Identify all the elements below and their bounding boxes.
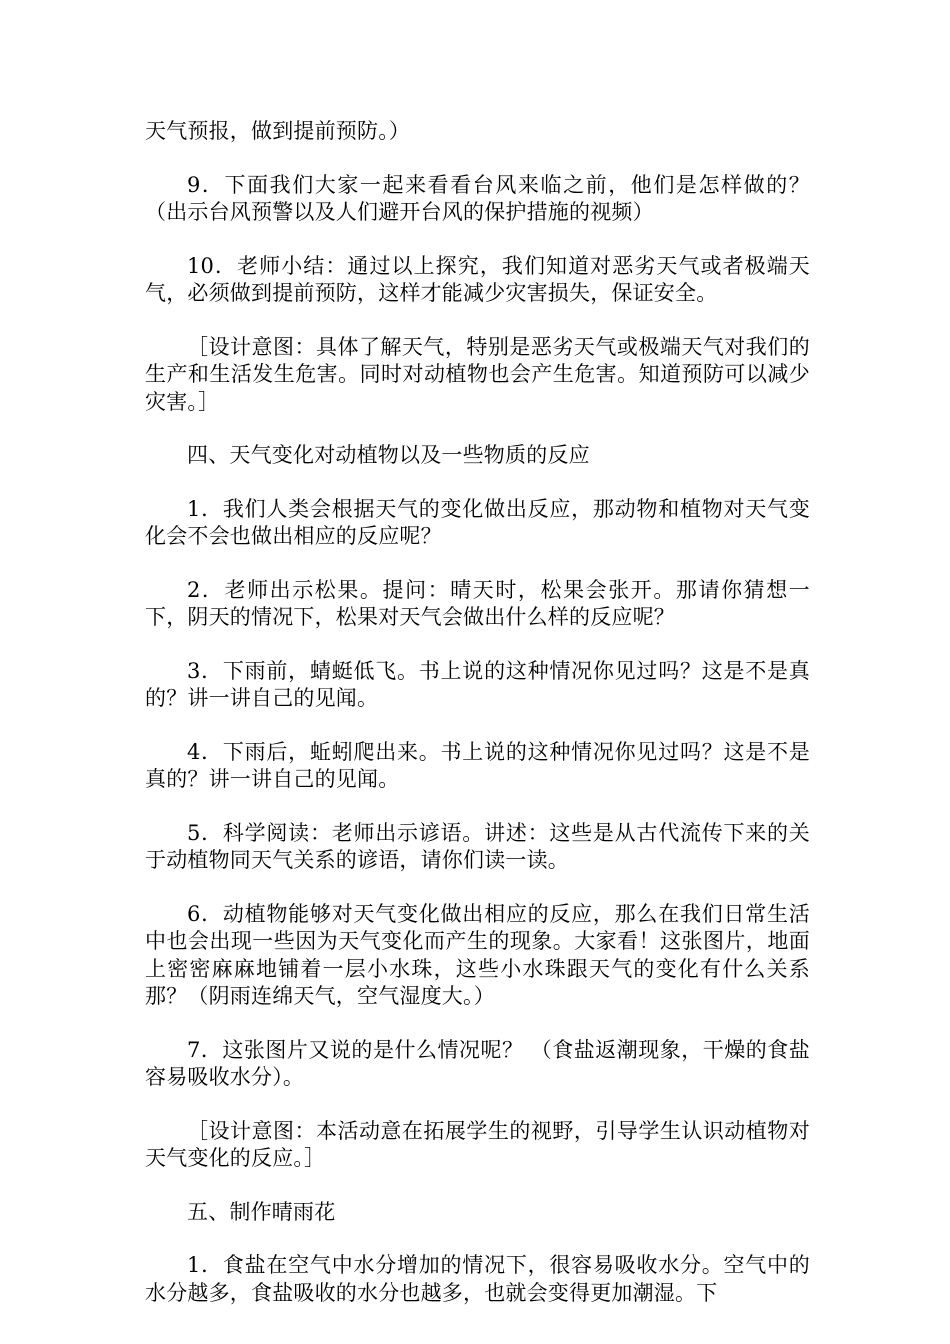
paragraph-item-3: 3．下雨前，蜻蜓低飞。书上说的这种情况你见过吗？这是不是真的？讲一讲自己的见闻。 (145, 658, 810, 710)
section-heading-4: 四、天气变化对动植物以及一些物质的反应 (187, 443, 590, 467)
paragraph-item-1-section-5: 1．食盐在空气中水分增加的情况下，很容易吸收水分。空气中的水分越多，食盐吸收的水分也越多，也就会变得更加潮湿。下 (145, 1253, 810, 1305)
section-heading-5: 五、制作晴雨花 (187, 1199, 336, 1224)
paragraph-item-2: 2．老师出示松果。提问：晴天时，松果会张开。那请你猜想一下，阴天的情况下，松果对天气会做出什么样的反应呢？ (145, 577, 810, 629)
paragraph-item-5: 5．科学阅读：老师出示谚语。讲述：这些是从古代流传下来的关于动植物同天气关系的谚语，请你们读一读。 (145, 820, 810, 872)
paragraph-item-4: 4．下雨后，蚯蚓爬出来。书上说的这种情况你见过吗？这是不是真的？讲一讲自己的见闻。 (145, 739, 810, 791)
paragraph-design-intent-1: ［设计意图：具体了解天气，特别是恶劣天气或极端天气对我们的生产和生活发生危害。同时对动植物也会产生危害。知道预防可以减少灾害。］ (145, 334, 810, 414)
paragraph-item-9: 9．下面我们大家一起来看看台风来临之前，他们是怎样做的？（出示台风预警以及人们避开台风的保护措施的视频） (145, 172, 810, 224)
paragraph-design-intent-2: ［设计意图：本活动意在拓展学生的视野，引导学生认识动植物对天气变化的反应。］ (145, 1118, 810, 1170)
paragraph-item-10: 10．老师小结：通过以上探究，我们知道对恶劣天气或者极端天气，必须做到提前预防，这样才能减少灾害损失，保证安全。 (145, 253, 810, 305)
paragraph-item-6: 6．动植物能够对天气变化做出相应的反应，那么在我们日常生活中也会出现一些因为天气变化而产生的现象。大家看！这张图片，地面上密密麻麻地铺着一层小水珠，这些小水珠跟天气的变化有什么关系那？（阴雨连绵天气，空气湿度大。） (145, 901, 810, 1008)
document-page (145, 118, 810, 1333)
paragraph-item-7: 7．这张图片又说的是什么情况呢？ （食盐返潮现象，干燥的食盐容易吸收水分）。 (145, 1037, 810, 1089)
paragraph-item-1: 1．我们人类会根据天气的变化做出反应，那动物和植物对天气变化会不会也做出相应的反应呢？ (145, 496, 810, 548)
paragraph-continuation: 天气预报，做到提前预防。） (145, 119, 411, 143)
